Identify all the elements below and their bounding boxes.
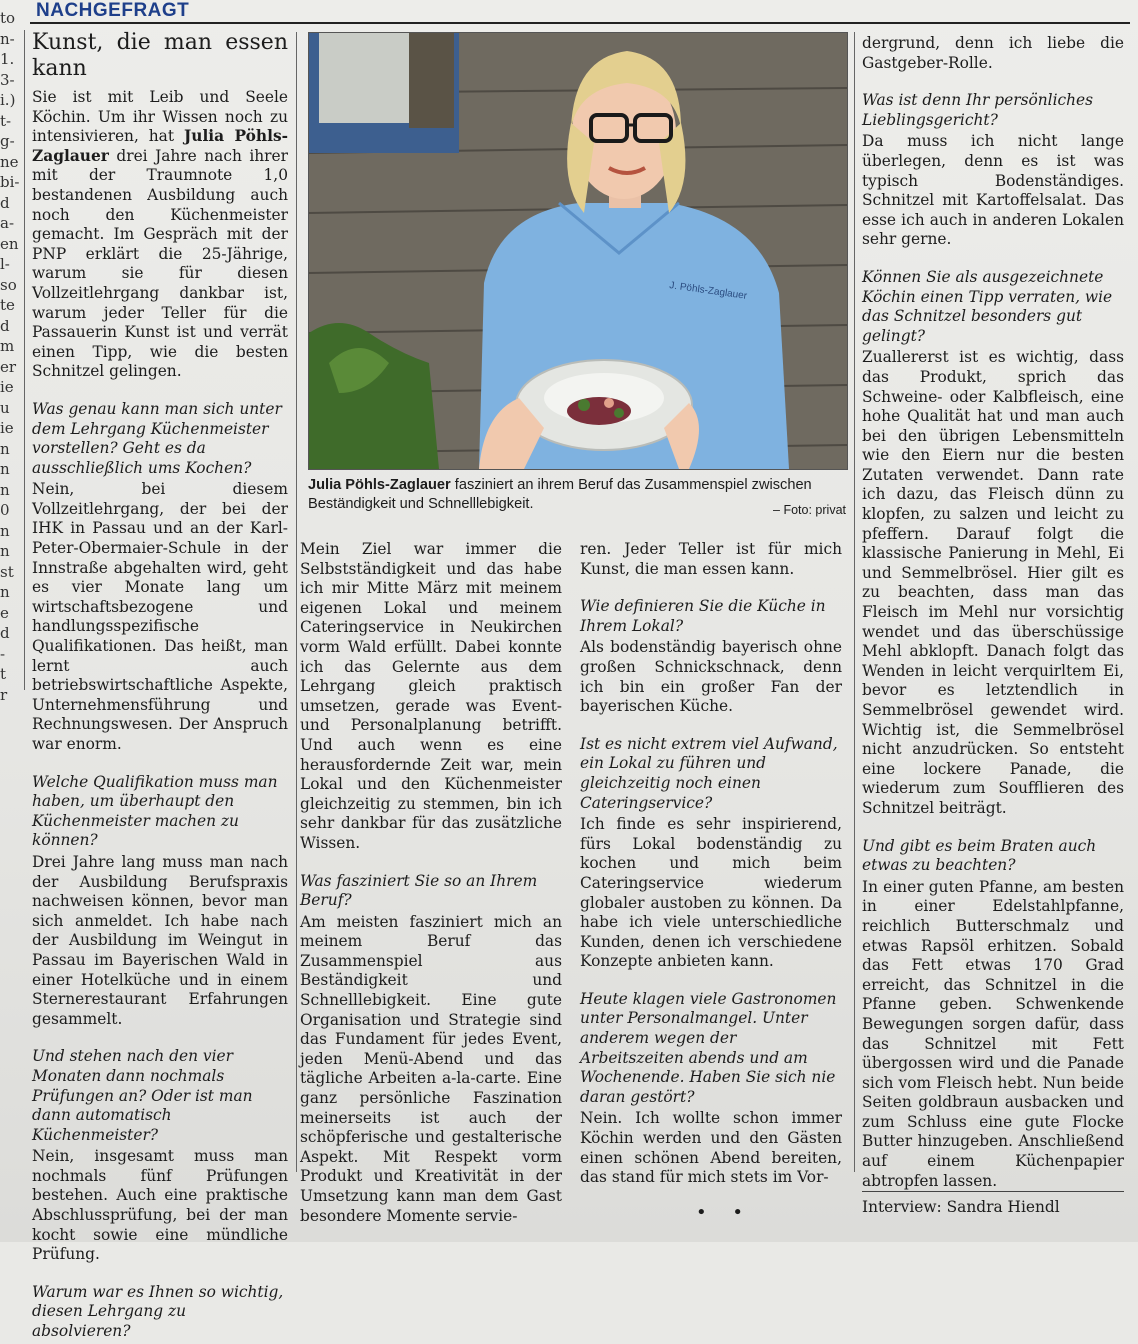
column-3 xyxy=(580,540,842,1188)
answer: ren. Jeder Teller ist für mich Kunst, die man essen kann. xyxy=(580,540,842,578)
intro-name: Julia Pöhls-Zaglauer xyxy=(32,127,288,165)
question: Welche Qualifikation muss man haben, um überhaupt den Küchenmeister machen zu können? xyxy=(32,772,278,850)
spacer xyxy=(862,250,1124,268)
question: Können Sie als ausgezeichnete Köchin einen Tipp verraten, wie das Schnitzel besonders gut gelingt? xyxy=(862,267,1113,345)
question: Ist es nicht extrem viel Aufwand, ein Lokal zu führen und gleichzeitig noch einen Cateringservice? xyxy=(580,734,838,812)
question: Und gibt es beim Braten auch etwas zu beachten? xyxy=(862,836,1097,875)
answer: Nein. Ich wollte schon immer Köchin werden und den Gästen einen schönen Abend bereiten, das stand für mich stets im Vor- xyxy=(580,1109,842,1187)
jacket-embroidery: J. Pöhls-Zaglauer xyxy=(668,280,748,302)
column-4 xyxy=(862,34,1124,1218)
caption-name: Julia Pöhls-Zaglauer xyxy=(308,477,451,493)
spacer xyxy=(862,819,1124,837)
intro-text: drei Jahre nach ihrer mit der Traumnote 1,0 bestandenen Ausbildung auch noch den Küchenmeister gemacht. Im Gespräch mit der PNP erklärt die 25-Jährige, warum sie für diesen Vollzeitlehrgang dankbar ist, warum jeder Teller für die Passauerin Kunst ist und verrät einen Tipp, wie die besten Schnitzel gelingen. xyxy=(32,146,288,381)
answer: In einer guten Pfanne, am besten in einer Edelstahlpfanne, reichlich Butterschmalz und etwas Rapsöl erhitzen. Sobald das Fett etwas 170 Grad erreicht, das Schnitzel in die Pfanne geben. Schwenkende Bewegungen sorgen dafür, dass das Schnitzel mit Fett übergossen wird und die Panade sich vom Fleisch hebt. Nun beide Seiten goldbraun ausbacken und zum Schluss eine gute Flocke Butter hinzugeben. Anschließend auf einem Küchenpapier abtropfen lassen. xyxy=(862,877,1124,1190)
adjacent-column-fragment: to n- 1. 3- i.) t- g- ne bi- d a- en l- so te d m er ie u ie n n n 0 n n st n e d - t r xyxy=(0,9,20,704)
page-ornament: • • xyxy=(696,1202,753,1223)
caption-text: fasziniert an ihrem Beruf das Zusammenspiel zwischen Beständigkeit und Schnelllebigkeit. xyxy=(308,477,812,512)
answer: Drei Jahre lang muss man nach der Ausbildung Berufspraxis nachweisen können, bevor man sich anmeldet. Ich habe nach der Ausbildung im Weingut in Passau im Bayerischen Wald in einer Hotelküche und in einem Sternerestaurant Erfahrungen gesammelt. xyxy=(32,852,288,1028)
answer: Nein, insgesamt muss man nochmals fünf Prüfungen bestehen. Auch eine praktische Abschlussprüfung, bei der man kocht sowie eine mündliche Prüfung. xyxy=(32,1147,288,1264)
column-divider xyxy=(296,32,297,1172)
answer: Mein Ziel war immer die Selbstständigkeit und das habe ich mir Mitte März mit meinem eigenen Lokal und meinem Cateringservice in Neukirchen vorm Wald erfüllt. Dabei konnte ich das Gelernte aus dem Lehrgang gleich praktisch umsetzen, gerade was Event- und Personalplanung betrifft. Und auch wenn es eine herausfordernde Zeit war, mein Lokal und den Küchenmeister gleichzeitig zu stemmen, bin ich sehr dankbar für das zusätzliche Wissen. xyxy=(300,540,562,852)
spacer xyxy=(580,717,842,735)
answer: Als bodenständig bayerisch ohne großen Schnickschnack, denn ich bin ein großer Fan der bayerischen Küche. xyxy=(580,638,842,716)
photo-credit: – Foto: privat xyxy=(773,503,846,517)
question: Was ist denn Ihr persönliches Lieblingsgericht? xyxy=(862,91,1094,129)
spacer xyxy=(300,854,562,872)
spacer xyxy=(580,972,842,990)
answer: Da muss ich nicht lange überlegen, denn es ist was typisch Bodenständiges. Schnitzel mit Kartoffelsalat. Das esse ich auch in anderen Lokalen sehr gerne. xyxy=(862,132,1124,249)
spacer xyxy=(32,1265,288,1283)
spacer xyxy=(32,1029,288,1047)
answer: Nein, bei diesem Vollzeitlehrgang, der bei der IHK in Passau und an der Karl-Peter-Obermaier-Schule in der Innstraße abgehalten wird, geht es vier Monate lang um wirtschaftsbezogene und handlungsspezifische Qualifikationen. Das heißt, man lernt auch betriebswirtschaftliche Aspekte, Unternehmensführung und Rechnungswesen. Der Anspruch war enorm. xyxy=(32,480,288,753)
question: Was genau kann man sich unter dem Lehrgang Küchenmeister vorstellen? Geht es da ausschließlich ums Kochen? xyxy=(32,399,282,477)
spacer xyxy=(32,755,288,773)
column-divider xyxy=(24,30,25,690)
question: Heute klagen viele Gastronomen unter Personalmangel. Unter anderem wegen der Arbeitszeiten abends und am Wochenende. Haben Sie sich nie daran gestört? xyxy=(580,989,837,1106)
question: Und stehen nach den vier Monaten dann nochmals Prüfungen an? Oder ist man dann automatisch Küchenmeister? xyxy=(32,1047,253,1144)
column-2 xyxy=(300,540,562,1226)
photo-caption xyxy=(308,476,846,517)
answer: Am meisten fasziniert mich an meinem Beruf das Zusammenspiel aus Beständigkeit und Schnelllebigkeit. Eine gute Organisation und Strategie sind das Fundament für jedes Event, jeden Menü-Abend und das tägliche Arbeiten a-la-carte. Eine ganz persönliche Faszination meinerseits ist auch der schöpferische und gestalterische Aspekt. Mit Respekt vorm Produkt und Kreativität in der Umsetzung kann man dem Gast besondere Momente servie- xyxy=(300,912,562,1225)
answer: Ich finde es sehr inspirierend, fürs Lokal bodenständig zu kochen und mich beim Cateringservice wiederum globaler austoben zu können. Da habe ich viele unterschiedliche Kunden, denen ich verschiedene Konzepte anbieten kann. xyxy=(580,815,842,971)
intro xyxy=(32,88,288,382)
intro-text: Sie ist mit Leib und Seele Köchin. Um ihr Wissen noch zu intensivieren, hat xyxy=(32,88,288,146)
portrait-photo xyxy=(308,32,848,470)
section-kicker: NACHGEFRAGT xyxy=(36,0,190,21)
question: Warum war es Ihnen so wichtig, diesen Lehrgang zu absolvieren? xyxy=(32,1282,284,1341)
photo-illustration xyxy=(309,33,847,469)
headline: Kunst, die man essen kann xyxy=(32,30,288,81)
spacer xyxy=(580,579,842,597)
answer: Zuallererst ist es wichtig, dass das Produkt, sprich das Schweine- oder Kalbfleisch, eine hohe Qualität hat und man auch bei den übrigen Lebensmitteln wie den Eiern nur die besten Zutaten verwendet. Dann rate ich dazu, das Fleisch dünn zu klopfen, zu salzen und leicht zu pfeffern. Darauf folgt die klassische Panierung in Mehl, Ei und Semmelbrösel. Hier gilt es zu beachten, dass man das Fleisch im Mehl nur vorsichtig wendet und das überschüssige Mehl abklopft. Danach folgt das Wenden in leicht verquirltem Ei, bevor es letztendlich in Semmelbrösel gewendet wird. Wichtig ist, die Semmelbrösel nicht anzudrücken. So entsteht eine lockere Panade, die wiederum zum Soufflieren des Schnitzel beiträgt. xyxy=(862,348,1124,817)
spacer xyxy=(32,382,288,400)
column-1 xyxy=(32,30,288,1344)
question: Wie definieren Sie die Küche in Ihrem Lokal? xyxy=(580,597,826,635)
column-divider xyxy=(854,32,855,1172)
question: Was fasziniert Sie so an Ihrem Beruf? xyxy=(300,871,538,910)
byline: Interview: Sandra Hiendl xyxy=(862,1191,1124,1218)
spacer xyxy=(862,73,1124,91)
answer: dergrund, denn ich liebe die Gastgeber-Rolle. xyxy=(862,34,1124,72)
kicker-rule xyxy=(30,22,1130,24)
